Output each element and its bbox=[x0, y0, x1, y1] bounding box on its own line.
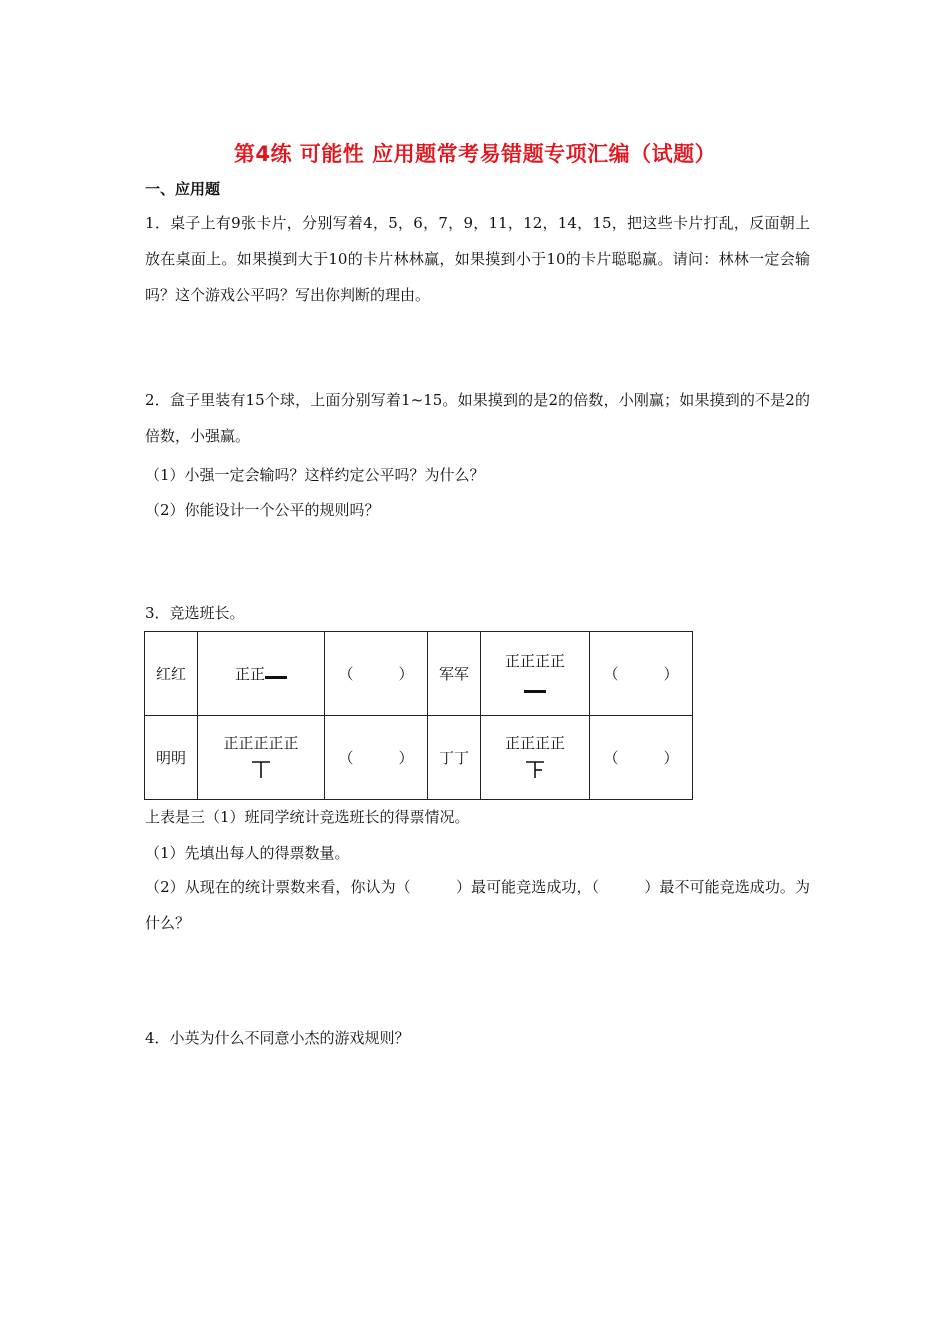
tally-cell bbox=[481, 716, 590, 800]
tally-marks: 正正正正正 bbox=[223, 734, 299, 752]
tally-partial-icon bbox=[524, 759, 546, 779]
vote-count-blank: （ ） bbox=[325, 632, 428, 716]
candidate-name: 军军 bbox=[428, 632, 481, 716]
vote-count-blank: （ ） bbox=[325, 716, 428, 800]
question-3-heading: 3．竞选班长。 bbox=[145, 604, 245, 622]
table-caption: 上表是三（1）班同学统计竞选班长的得票情况。 bbox=[145, 808, 470, 826]
candidate-name: 明明 bbox=[145, 716, 198, 800]
question-2-text: 2．盒子里装有15个球，上面分别写着1~15。如果摸到的是2的倍数，小刚赢；如果摸到的不是2的倍数，小强赢。 bbox=[145, 391, 810, 445]
tally-cell bbox=[198, 632, 325, 716]
question-3-sub-1: （1）先填出每人的得票数量。 bbox=[145, 844, 350, 862]
question-4-text: 4．小英为什么不同意小杰的游戏规则？ bbox=[145, 1029, 410, 1047]
tally-stroke-icon bbox=[265, 676, 287, 679]
section-heading: 一、应用题 bbox=[145, 180, 221, 198]
question-2-sub-1: （1）小强一定会输吗？这样约定公平吗？为什么？ bbox=[145, 466, 485, 484]
page-title: 第4练 可能性 应用题常考易错题专项汇编（试题） bbox=[233, 142, 717, 166]
tally-stroke-icon bbox=[524, 690, 546, 693]
question-2-sub-2: （2）你能设计一个公平的规则吗？ bbox=[145, 501, 380, 519]
tally-cell bbox=[481, 632, 590, 716]
vote-count-blank: （ ） bbox=[590, 716, 693, 800]
table-row bbox=[145, 632, 693, 716]
candidate-name: 红红 bbox=[145, 632, 198, 716]
tally-cell bbox=[198, 716, 325, 800]
vote-count-blank: （ ） bbox=[590, 632, 693, 716]
vote-table bbox=[144, 631, 693, 800]
question-3-sub-2: （2）从现在的统计票数来看，你认为（ ）最可能竞选成功，（ ）最不可能竞选成功。为什么？ bbox=[145, 878, 810, 932]
tally-partial-icon bbox=[250, 759, 272, 779]
tally-marks: 正正正正 bbox=[504, 734, 565, 752]
candidate-name: 丁丁 bbox=[428, 716, 481, 800]
tally-marks: 正正正正 bbox=[504, 652, 565, 670]
tally-marks: 正正 bbox=[234, 665, 265, 683]
table-row bbox=[145, 716, 693, 800]
question-1-text: 1．桌子上有9张卡片，分别写着4，5，6，7，9，11，12，14，15，把这些卡片打乱，反面朝上放在桌面上。如果摸到大于10的卡片林林赢，如果摸到小于10的卡片聪聪赢。请问：林林一定会输吗？这个游戏公平吗？写出你判断的理由。 bbox=[145, 214, 810, 304]
